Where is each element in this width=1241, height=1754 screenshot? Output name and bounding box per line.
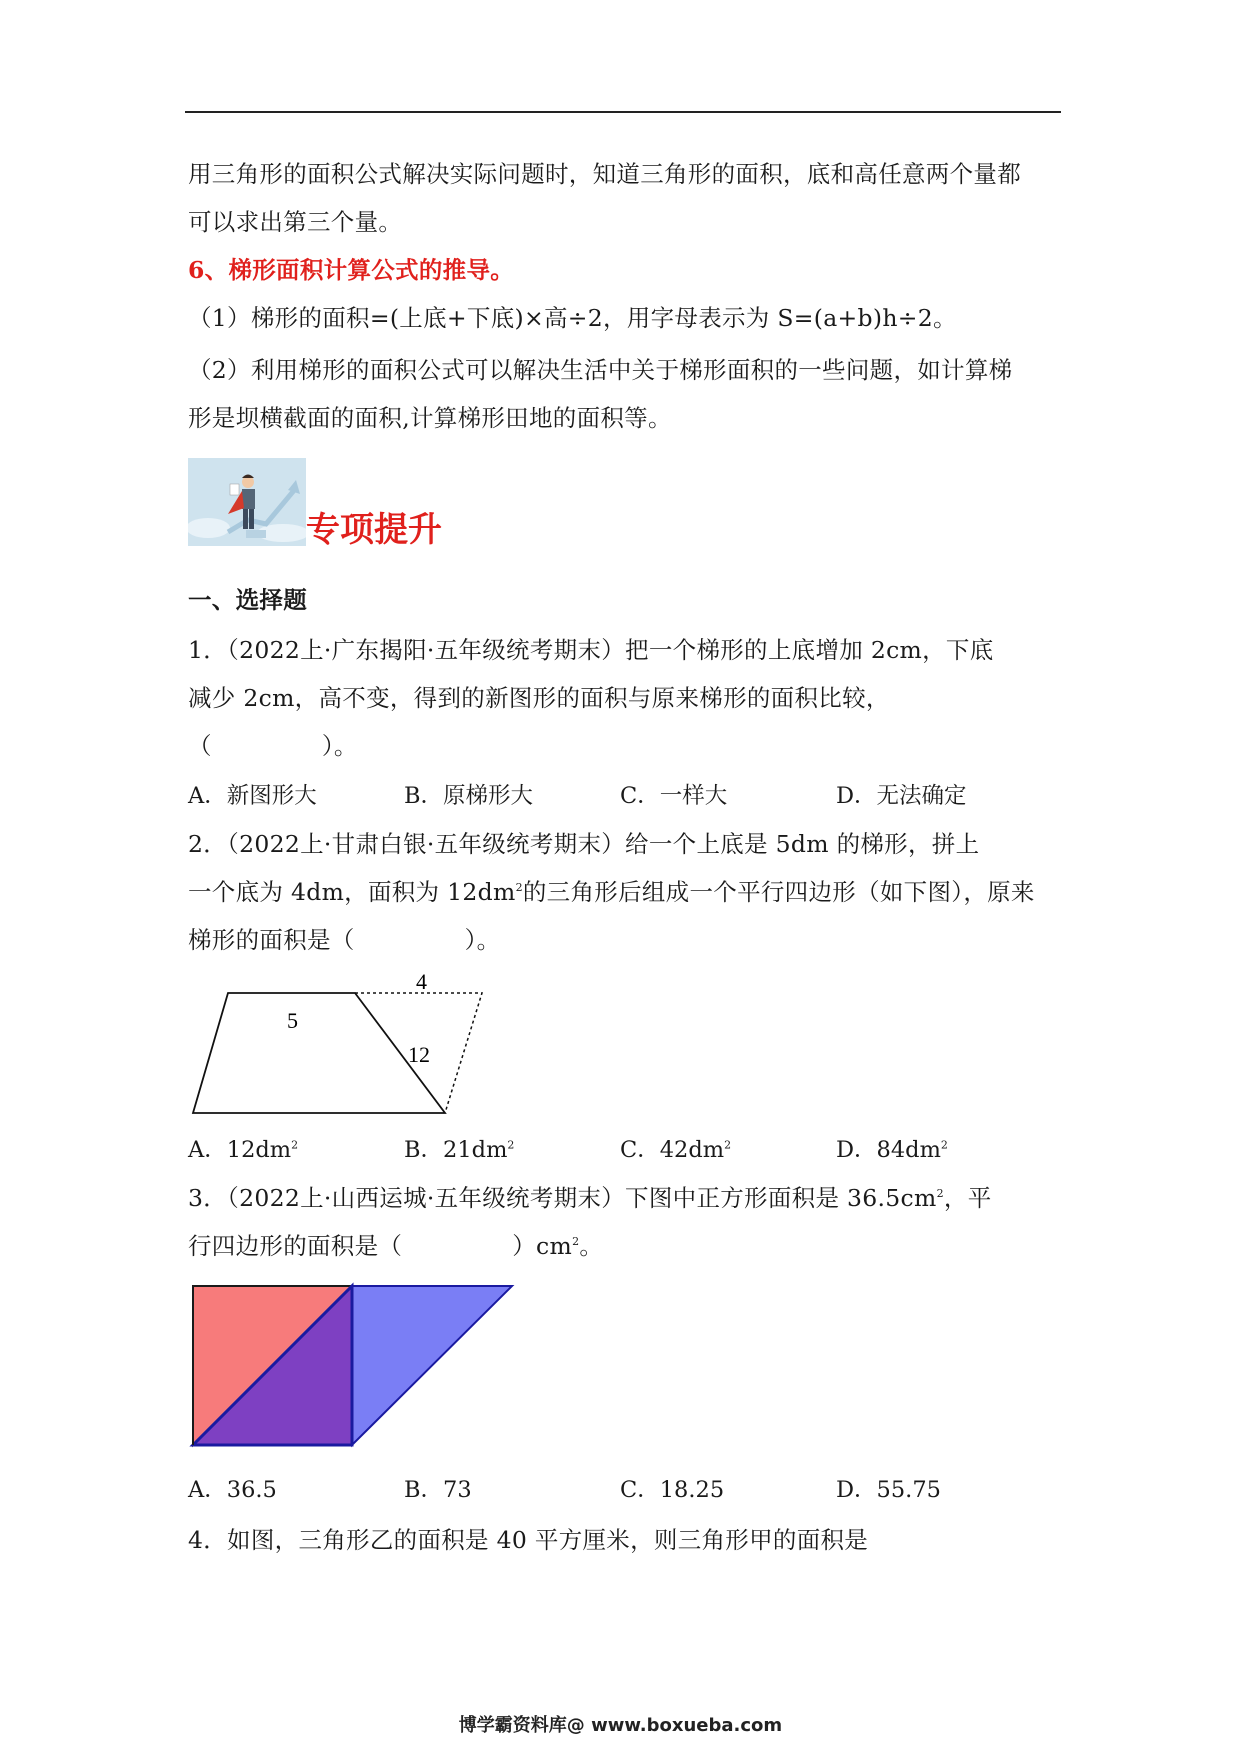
q1-line-1: 1．（2022上·广东揭阳·五年级统考期末）把一个梯形的上底增加 2cm，下底 — [188, 636, 994, 664]
q3-option-b: B．73 — [404, 1477, 472, 1503]
q3-line-1: 3．（2022上·山西运城·五年级统考期末）下图中正方形面积是 $36.5cm^2$，平 — [188, 1184, 992, 1212]
blue-triangle — [352, 1286, 512, 1445]
label-triangle-area: 12 — [408, 1042, 430, 1067]
q1-answer-blank: （ ）。 — [188, 732, 358, 760]
q3-option-d: D．55.75 — [836, 1477, 941, 1503]
q4-line-1: 4．如图，三角形乙的面积是 40 平方厘米，则三角形甲的面积是 — [188, 1526, 869, 1554]
q2-option-a: A．$12dm^2$ — [188, 1137, 299, 1163]
q1-option-c: C．一样大 — [620, 783, 728, 809]
banner-illustration — [188, 458, 306, 546]
section6-point-2-line-2: 形是坝横截面的面积,计算梯形田地的面积等。 — [188, 404, 672, 432]
q1-option-d: D．无法确定 — [836, 783, 967, 809]
q2-option-d: D．$84dm^2$ — [836, 1137, 948, 1163]
q2-line-2: 一个底为 4dm，面积为 $12dm^2$的三角形后组成一个平行四边形（如下图），原来 — [188, 878, 1035, 906]
label-top-base: 5 — [287, 1008, 298, 1033]
q1-option-b: B．原梯形大 — [404, 783, 534, 809]
intro-line-1: 用三角形的面积公式解决实际问题时，知道三角形的面积，底和高任意两个量都 — [188, 160, 1021, 188]
q2-option-c: C．$42dm^2$ — [620, 1137, 732, 1163]
q1-line-2: 减少 2cm，高不变，得到的新图形的面积与原来梯形的面积比较， — [188, 684, 890, 712]
section6-heading: 6、梯形面积计算公式的推导。 — [188, 256, 515, 284]
q3-option-c: C．18.25 — [620, 1477, 725, 1503]
q2-trapezoid-figure — [185, 965, 495, 1121]
footer-watermark: 博学霸资料库@ www.boxueba.com — [458, 1715, 783, 1736]
q2-line-3: 梯形的面积是（ ）。 — [188, 926, 501, 954]
q3-option-a: A．36.5 — [188, 1477, 277, 1503]
q2-line-1: 2．（2022上·甘肃白银·五年级统考期末）给一个上底是 5dm 的梯形，拼上 — [188, 830, 980, 858]
section6-point-1: （1）梯形的面积=(上底+下底)×高÷2，用字母表示为 S=(a+b)h÷2。 — [188, 304, 957, 332]
q3-line-2: 行四边形的面积是（ ）$cm^2$。 — [188, 1232, 604, 1260]
section-banner-title: 专项提升 — [306, 510, 442, 550]
q1-option-a: A．新图形大 — [188, 783, 317, 809]
part1-heading: 一、选择题 — [188, 586, 307, 614]
q3-square-parallelogram-figure — [185, 1280, 520, 1450]
intro-line-2: 可以求出第三个量。 — [188, 208, 403, 236]
section6-point-2-line-1: （2）利用梯形的面积公式可以解决生活中关于梯形面积的一些问题，如计算梯 — [188, 356, 1013, 384]
label-dotted-base: 4 — [416, 969, 427, 994]
q2-option-b: B．$21dm^2$ — [404, 1137, 515, 1163]
header-rule — [185, 111, 1061, 113]
